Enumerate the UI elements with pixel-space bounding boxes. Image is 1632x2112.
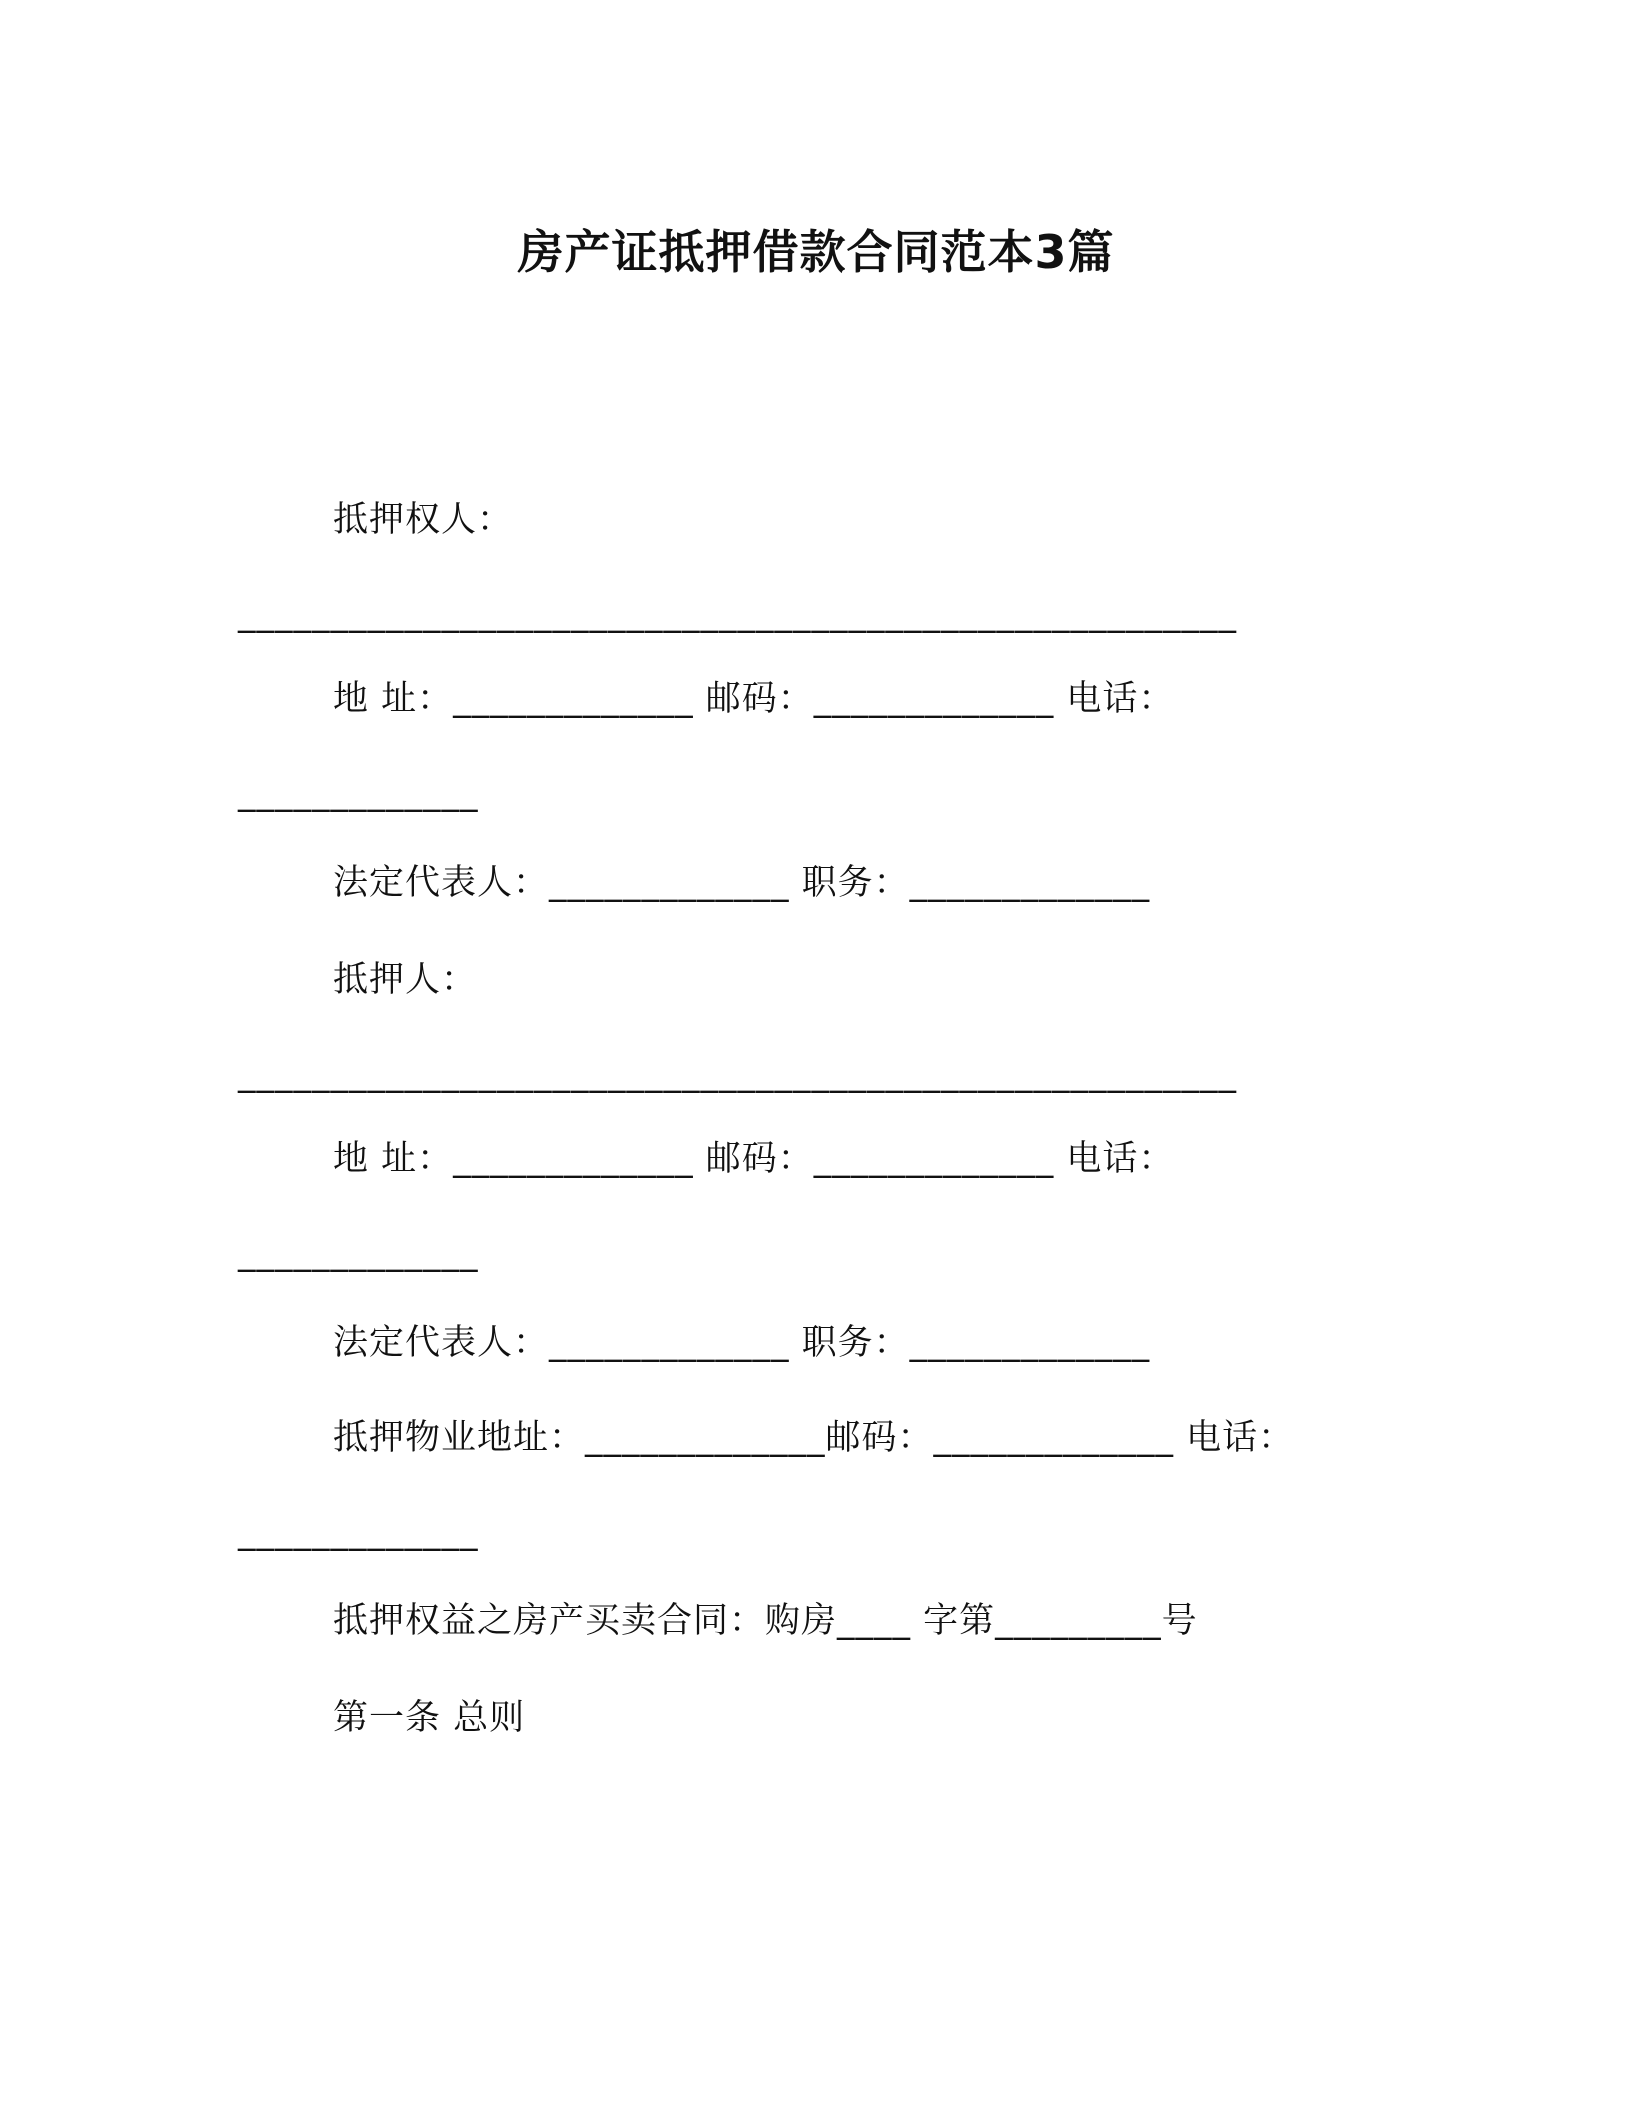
property-address-line: 抵押物业地址：_____________邮码：_____________ 电话： [333, 1418, 1295, 1458]
mortgagee-blank-line: ______________________________________________________ [238, 594, 1237, 634]
mortgagor-address-line: 地 址：_____________ 邮码：_____________ 电话： [333, 1139, 1175, 1179]
mortgagee-representative-line: 法定代表人：_____________ 职务：_____________ [333, 863, 1151, 903]
property-phone-blank: _____________ [238, 1512, 479, 1552]
mortgagee-address-line: 地 址：_____________ 邮码：_____________ 电话： [333, 679, 1175, 719]
document-title: 房产证抵押借款合同范本3篇 [517, 225, 1115, 279]
mortgagor-blank-line: ______________________________________________________ [238, 1054, 1237, 1094]
purchase-contract-line: 抵押权益之房产买卖合同：购房____ 字第_________号 [333, 1601, 1198, 1641]
mortgagee-phone-blank: _____________ [238, 773, 479, 813]
mortgagor-label: 抵押人： [333, 960, 478, 1000]
article-one-heading: 第一条 总则 [333, 1698, 526, 1738]
mortgagor-representative-line: 法定代表人：_____________ 职务：_____________ [333, 1323, 1151, 1363]
mortgagor-phone-blank: _____________ [238, 1233, 479, 1273]
mortgagee-label: 抵押权人： [333, 500, 514, 540]
